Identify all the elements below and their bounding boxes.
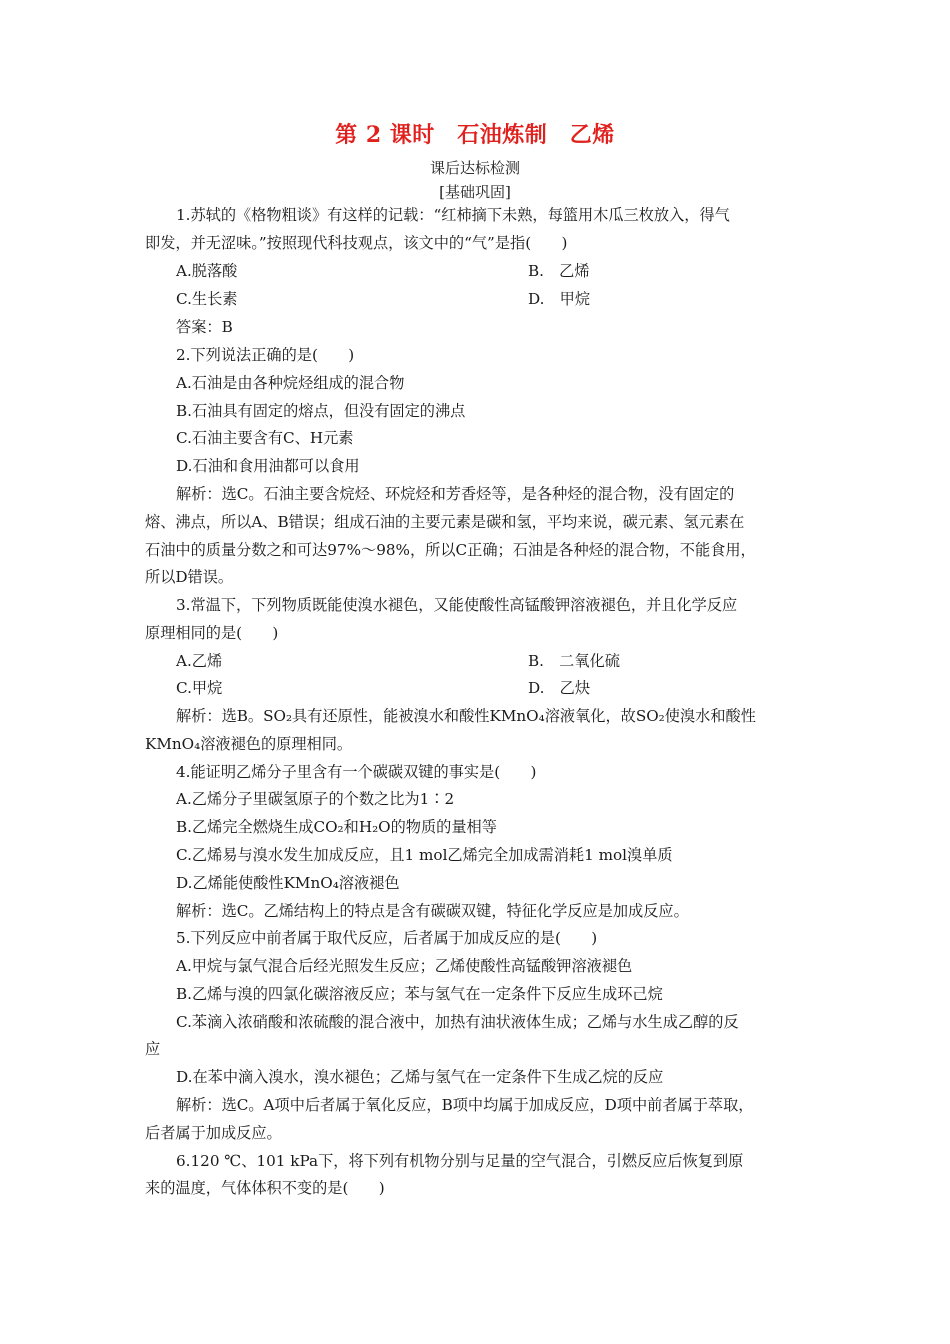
q2-option-d: D.石油和食用油都可以食用	[176, 457, 360, 475]
q5-analysis-line2: 后者属于加成反应。	[145, 1124, 282, 1142]
q1-answer: 答案：B	[176, 318, 233, 336]
q3-stem-line2: 原理相同的是( )	[145, 624, 279, 642]
q5-option-c-line1: C.苯滴入浓硝酸和浓硫酸的混合液中，加热有油状液体生成；乙烯与水生成乙醇的反	[176, 1013, 739, 1031]
q2-analysis-line3: 石油中的质量分数之和可达97%～98%，所以C正确；石油是各种烃的混合物，不能食用，	[145, 541, 756, 559]
q1-option-a: A.脱落酸	[176, 262, 238, 280]
q2-analysis-line2: 熔、沸点，所以A、B错误；组成石油的主要元素是碳和氢，平均来说，碳元素、氢元素在	[145, 513, 745, 531]
q3-option-a: A.乙烯	[176, 652, 223, 670]
q2-stem: 2.下列说法正确的是( )	[176, 346, 355, 364]
q2-option-c: C.石油主要含有C、H元素	[176, 429, 354, 447]
q1-option-c: C.生长素	[176, 290, 238, 308]
q5-option-b: B.乙烯与溴的四氯化碳溶液反应；苯与氢气在一定条件下反应生成环己烷	[176, 985, 663, 1003]
q3-stem-line1: 3.常温下，下列物质既能使溴水褪色，又能使酸性高锰酸钾溶液褪色，并且化学反应	[176, 596, 738, 614]
q4-option-b: B.乙烯完全燃烧生成CO₂和H₂O的物质的量相等	[176, 818, 497, 836]
q2-analysis-line1: 解析：选C。石油主要含烷烃、环烷烃和芳香烃等，是各种烃的混合物，没有固定的	[176, 485, 735, 503]
q2-option-a: A.石油是由各种烷烃组成的混合物	[176, 374, 405, 392]
q1-option-b: B. 乙烯	[528, 262, 590, 280]
q3-option-b: B. 二氧化硫	[528, 652, 620, 670]
q4-option-d: D.乙烯能使酸性KMnO₄溶液褪色	[176, 874, 400, 892]
section-subtitle: 课后达标检测	[429, 159, 520, 177]
q4-stem: 4.能证明乙烯分子里含有一个碳碳双键的事实是( )	[176, 763, 537, 781]
q2-option-b: B.石油具有固定的熔点，但没有固定的沸点	[176, 402, 466, 420]
q4-option-a: A.乙烯分子里碳氢原子的个数之比为1∶2	[176, 790, 455, 808]
q3-analysis-line1: 解析：选B。SO₂具有还原性，能被溴水和酸性KMnO₄溶液氧化，故SO₂使溴水和酸性	[176, 707, 756, 725]
q6-stem-line1: 6.120 ℃、101 kPa下，将下列有机物分别与足量的空气混合，引燃反应后恢复到原	[176, 1152, 744, 1170]
lesson-title: 第 2 课时 石油炼制 乙烯	[335, 122, 615, 148]
q1-stem-line1: 1.苏轼的《格物粗谈》有这样的记载：“红柿摘下未熟，每篮用木瓜三枚放入，得气	[176, 206, 730, 224]
section-heading: [基础巩固]	[439, 183, 511, 201]
q4-analysis: 解析：选C。乙烯结构上的特点是含有碳碳双键，特征化学反应是加成反应。	[176, 902, 689, 920]
q5-option-d: D.在苯中滴入溴水，溴水褪色；乙烯与氢气在一定条件下生成乙烷的反应	[176, 1068, 664, 1086]
q5-analysis-line1: 解析：选C。A项中后者属于氧化反应，B项中均属于加成反应，D项中前者属于萃取，	[176, 1096, 754, 1114]
q5-option-a: A.甲烷与氯气混合后经光照发生反应；乙烯使酸性高锰酸钾溶液褪色	[176, 957, 633, 975]
q6-stem-line2: 来的温度，气体体积不变的是( )	[145, 1179, 385, 1197]
q5-stem: 5.下列反应中前者属于取代反应，后者属于加成反应的是( )	[176, 929, 598, 947]
q5-option-c-line2: 应	[145, 1040, 161, 1058]
q3-analysis-line2: KMnO₄溶液褪色的原理相同。	[145, 735, 353, 753]
q3-option-d: D. 乙炔	[528, 679, 591, 697]
q1-stem-line2: 即发，并无涩味。”按照现代科技观点，该文中的“气”是指( )	[145, 234, 568, 252]
q2-analysis-line4: 所以D错误。	[145, 568, 234, 586]
q1-option-d: D. 甲烷	[528, 290, 591, 308]
q3-option-c: C.甲烷	[176, 679, 223, 697]
q4-option-c: C.乙烯易与溴水发生加成反应，且1 mol乙烯完全加成需消耗1 mol溴单质	[176, 846, 673, 864]
